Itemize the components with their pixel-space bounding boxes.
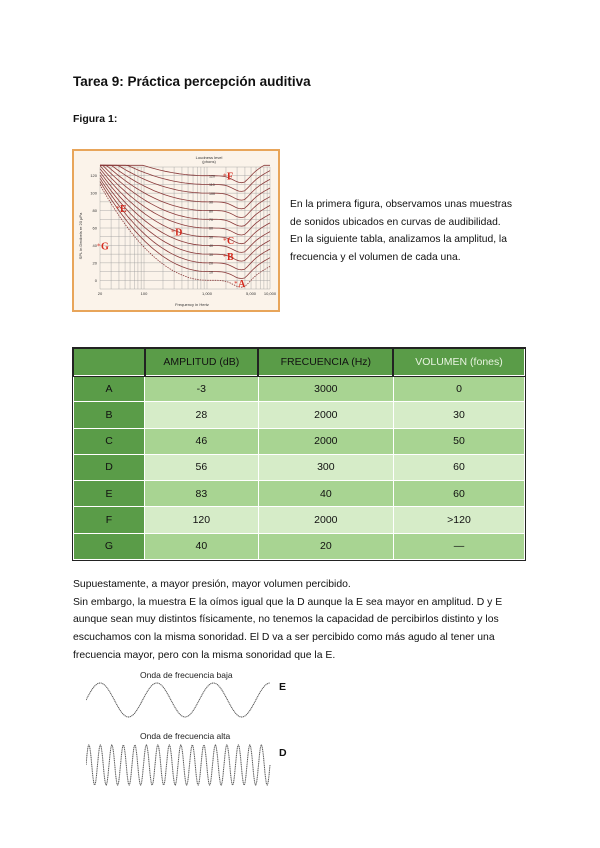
marker-star: * — [234, 279, 238, 288]
intro-line: frecuencia y el volumen de cada una. — [290, 251, 461, 263]
intro-text — [290, 196, 530, 266]
phon-label: 30 — [209, 252, 214, 257]
phon-label: 90 — [209, 200, 214, 205]
phon-label: 40 — [209, 244, 214, 249]
low-frequency-wave — [86, 680, 276, 720]
paragraph-line: Supuestamente, a mayor presión, mayor volumen percibido. — [73, 579, 351, 590]
marker-a: A — [238, 278, 246, 290]
y-tick-label: 120 — [90, 173, 97, 179]
y-tick-label: 60 — [92, 225, 97, 231]
cell-frecuencia: 2000 — [258, 402, 393, 428]
x-tick-label: 100 — [140, 291, 148, 296]
table-row — [74, 533, 525, 559]
cell-amplitud: 120 — [145, 507, 259, 533]
cell-volumen: >120 — [393, 507, 524, 533]
cell-volumen: 50 — [393, 428, 524, 454]
y-tick-label: 80 — [92, 208, 97, 214]
paragraph-line: aunque sean muy distintos físicamente, no tenemos la capacidad de percibirlos distinto y los — [73, 614, 499, 626]
phon-label: 50 — [209, 235, 214, 240]
cell-volumen: 30 — [393, 402, 524, 428]
table-row — [74, 428, 525, 454]
row-label: A — [74, 376, 145, 402]
marker-e: E — [119, 203, 127, 215]
cell-amplitud: 56 — [145, 454, 259, 480]
x-tick-label: 1,000 — [202, 291, 213, 296]
row-label: B — [74, 402, 145, 428]
equal-loudness-chart — [74, 151, 278, 310]
x-tick-label: 5,000 — [246, 291, 257, 296]
row-label: D — [74, 454, 145, 480]
intro-line: En la siguiente tabla, analizamos la amplitud, la — [290, 234, 507, 245]
cell-volumen: 60 — [393, 454, 524, 480]
table-row — [74, 481, 525, 507]
table-header-row — [74, 349, 525, 376]
y-tick-label: 0 — [94, 277, 97, 283]
header-frecuencia: FRECUENCIA (Hz) — [258, 349, 393, 376]
cell-amplitud: 83 — [145, 481, 259, 507]
cell-volumen: 0 — [393, 376, 524, 402]
marker-star: * — [97, 242, 101, 251]
cell-frecuencia: 2000 — [258, 428, 393, 454]
cell-frecuencia: 2000 — [258, 507, 393, 533]
cell-frecuencia: 3000 — [258, 376, 393, 402]
high-wave-path — [86, 745, 270, 785]
phon-label: 100 — [209, 191, 216, 196]
cell-volumen: 60 — [393, 481, 524, 507]
table-row — [74, 454, 525, 480]
explanation-paragraph — [73, 576, 533, 665]
cell-amplitud: -3 — [145, 376, 259, 402]
cell-frecuencia: 40 — [258, 481, 393, 507]
row-label: G — [74, 533, 145, 559]
high-frequency-wave — [86, 742, 276, 792]
figure-header-2: (phons) — [202, 159, 216, 164]
cell-volumen: — — [393, 533, 524, 559]
low-wave-label: Onda de frecuencia baja — [140, 670, 233, 680]
intro-line: En la primera figura, observamos unas muestras — [290, 199, 513, 210]
marker-star: * — [171, 228, 175, 237]
low-wave-letter: E — [279, 681, 287, 693]
cell-frecuencia: 20 — [258, 533, 393, 559]
row-label: F — [74, 507, 145, 533]
table-row — [74, 507, 525, 533]
cell-amplitud: 46 — [145, 428, 259, 454]
phon-label: 60 — [209, 226, 214, 231]
marker-star: * — [222, 237, 227, 246]
cell-frecuencia: 300 — [258, 454, 393, 480]
intro-line: de sonidos ubicados en curvas de audibilidad. — [290, 216, 501, 228]
phon-label: 120 — [209, 174, 216, 179]
figure-label: Figura 1: — [73, 113, 118, 125]
phon-label: 10 — [209, 270, 214, 275]
paragraph-line: Sin embargo, la muestra E la oímos igual que la D aunque la E sea mayor en amplitud. D y E — [73, 596, 503, 608]
page-title: Tarea 9: Práctica percepción auditiva — [73, 74, 311, 89]
figure-header-1: Loudness level — [195, 155, 223, 160]
table-row — [74, 402, 525, 428]
header-amplitud: AMPLITUD (dB) — [145, 349, 259, 376]
x-tick-label: 20 — [97, 291, 103, 296]
marker-star: * — [222, 252, 227, 261]
phon-label: 20 — [209, 261, 214, 266]
phon-label: 80 — [209, 209, 214, 214]
header-empty — [74, 349, 145, 376]
paragraph-line: escuchamos con la misma sonoridad. El D va a ser percibido como más agudo al tener una — [73, 632, 495, 644]
marker-c: C — [226, 236, 235, 248]
header-volumen: VOLUMEN (fones) — [393, 349, 524, 376]
marker-star: * — [115, 204, 120, 213]
y-tick-label: 20 — [92, 260, 97, 266]
x-tick-label: 10,000 — [263, 291, 277, 296]
cell-amplitud: 28 — [145, 402, 259, 428]
samples-table — [73, 348, 525, 560]
marker-d: D — [175, 227, 183, 239]
high-wave-label: Onda de frecuencia alta — [140, 731, 231, 741]
x-axis-label: Frequency in Hertz — [175, 302, 209, 307]
y-axis-label: SPL in Decibels re 20 μPa — [78, 212, 83, 260]
paragraph-line: frecuencia mayor, pero con la misma sonoridad que la E. — [73, 649, 336, 661]
marker-b: B — [226, 251, 234, 263]
high-wave-letter: D — [279, 747, 287, 759]
phon-label: 110 — [209, 183, 215, 188]
y-tick-label: 40 — [92, 242, 97, 248]
low-wave-path — [86, 683, 270, 717]
row-label: E — [74, 481, 145, 507]
phon-label: 70 — [209, 218, 214, 223]
marker-g: G — [101, 241, 109, 253]
y-tick-label: 100 — [90, 190, 97, 196]
equal-loudness-figure — [72, 149, 280, 312]
marker-star: * — [222, 172, 227, 181]
table-row — [74, 376, 525, 402]
row-label: C — [74, 428, 145, 454]
marker-f: F — [226, 171, 234, 183]
cell-amplitud: 40 — [145, 533, 259, 559]
